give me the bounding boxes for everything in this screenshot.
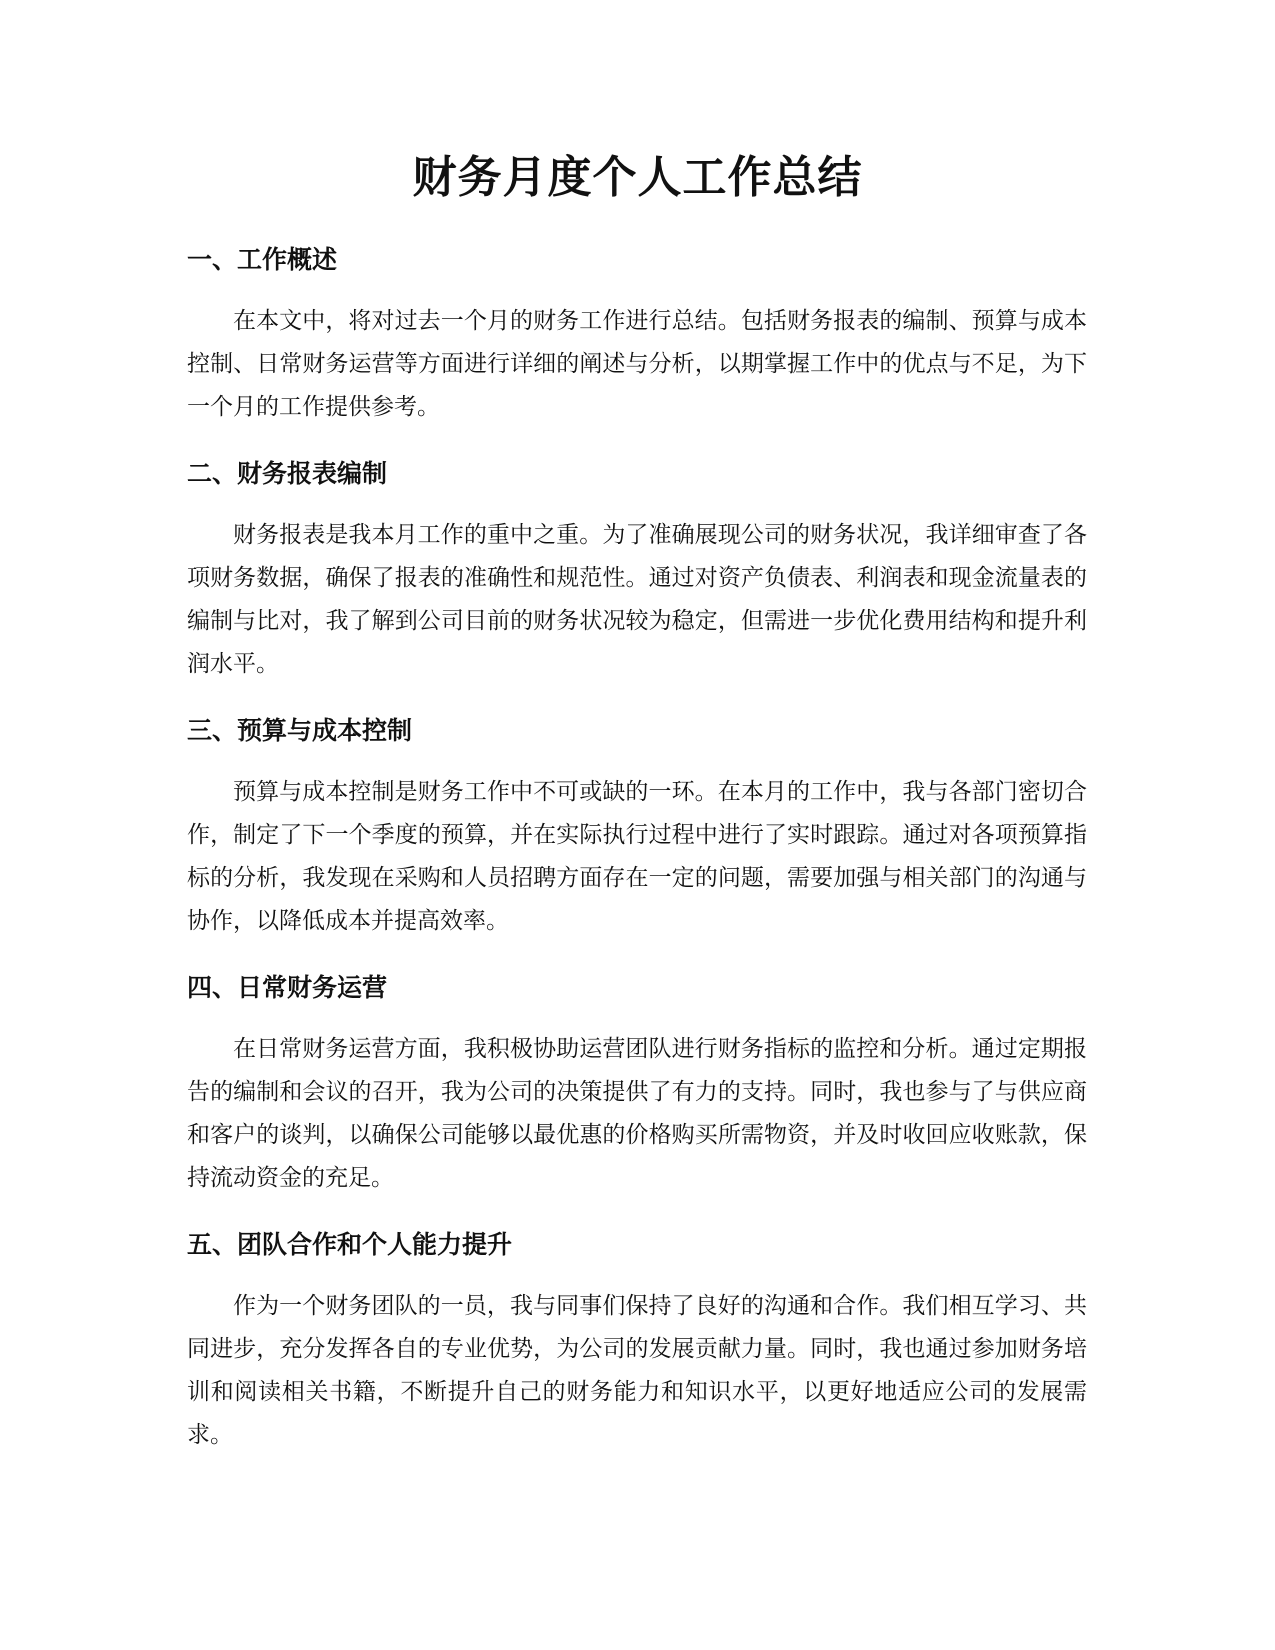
section-budget-cost-control [187, 711, 1087, 943]
section-heading: 三、预算与成本控制 [187, 716, 413, 745]
section-daily-operations [187, 968, 1087, 1200]
section-paragraph: 作为一个财务团队的一员，我与同事们保持了良好的沟通和合作。我们相互学习、共同进步，充分发挥各自的专业优势，为公司的发展贡献力量。同时，我也通过参加财务培训和阅读相关书籍，不断提升自己的财务能力和知识水平，以更好地适应公司的发展需求。 [187, 1293, 1087, 1448]
section-heading: 一、工作概述 [187, 245, 338, 274]
section-paragraph: 在本文中，将对过去一个月的财务工作进行总结。包括财务报表的编制、预算与成本控制、日常财务运营等方面进行详细的阐述与分析，以期掌握工作中的优点与不足，为下一个月的工作提供参考。 [187, 308, 1087, 420]
document-content [187, 240, 1087, 1482]
section-paragraph: 在日常财务运营方面，我积极协助运营团队进行财务指标的监控和分析。通过定期报告的编制和会议的召开，我为公司的决策提供了有力的支持。同时，我也参与了与供应商和客户的谈判，以确保公司能够以最优惠的价格购买所需物资，并及时收回应收账款，保持流动资金的充足。 [187, 1036, 1087, 1191]
section-heading: 五、团队合作和个人能力提升 [187, 1230, 513, 1259]
section-paragraph: 预算与成本控制是财务工作中不可或缺的一环。在本月的工作中，我与各部门密切合作，制定了下一个季度的预算，并在实际执行过程中进行了实时跟踪。通过对各项预算指标的分析，我发现在采购和人员招聘方面存在一定的问题，需要加强与相关部门的沟通与协作，以降低成本并提高效率。 [187, 779, 1087, 934]
section-paragraph: 财务报表是我本月工作的重中之重。为了准确展现公司的财务状况，我详细审查了各项财务数据，确保了报表的准确性和规范性。通过对资产负债表、利润表和现金流量表的编制与比对，我了解到公司目前的财务状况较为稳定，但需进一步优化费用结构和提升利润水平。 [187, 522, 1087, 677]
section-overview [187, 240, 1087, 429]
section-heading: 二、财务报表编制 [187, 459, 388, 488]
document-title: 财务月度个人工作总结 [412, 152, 863, 203]
section-heading: 四、日常财务运营 [187, 973, 388, 1002]
section-teamwork-growth [187, 1225, 1087, 1457]
section-financial-statements [187, 454, 1087, 686]
